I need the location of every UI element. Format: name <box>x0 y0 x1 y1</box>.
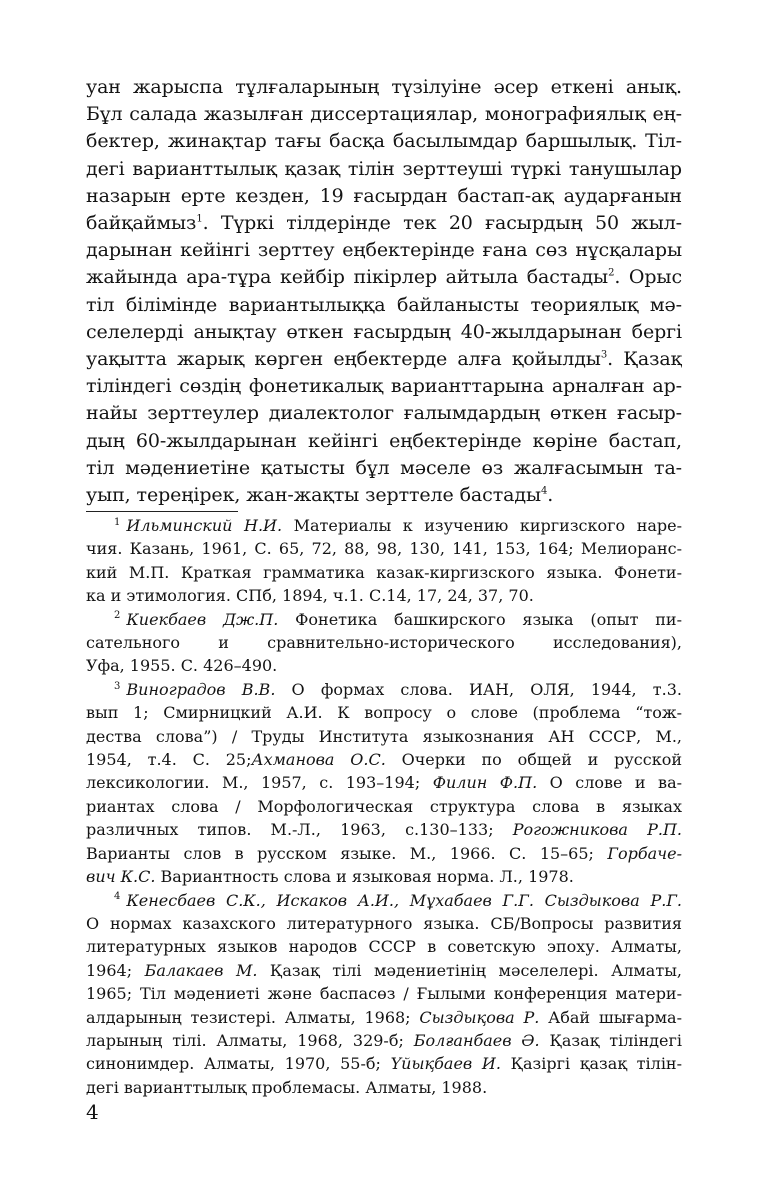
footnotes <box>86 514 682 1099</box>
text-line <box>86 608 682 631</box>
text-line <box>86 210 682 237</box>
text-line: вып 1; Смирницкий А.И. К вопросу о слове (проблема “тож- <box>86 703 682 723</box>
text-line: дегі варианттылық қазақ тілін зерттеуші түркі танушылар <box>86 157 682 180</box>
text-line: риантах слова / Морфологическая структура слова в языках <box>86 796 682 816</box>
footnote-number: 1 <box>114 516 121 528</box>
author-name: Рогожникова Р.П. <box>512 820 682 840</box>
text-fragment: лексикологии. М., 1957, с. 193–194; <box>86 773 433 793</box>
author-name: Виноградов В.В. <box>126 679 276 699</box>
text-line: тіл білімінде вариантылыққа байланысты теориялық мә- <box>86 293 682 316</box>
text-line: тіліндегі сөздің фонетикалық варианттарына арналған ар- <box>86 375 682 398</box>
text-fragment: Варианты слов в русском языке. М., 1966. С. 15–65; <box>86 843 608 863</box>
text-fragment: ларының тілі. Алматы, 1968, 329-б; <box>86 1030 414 1050</box>
text-line: ка и этимология. СПб, 1894, ч.1. С.14, 17, 24, 37, 70. <box>86 586 534 606</box>
text-line <box>86 771 682 794</box>
author-name: Сыздықова Р. <box>419 1007 540 1027</box>
text-fragment: Очерки по общей и русской <box>385 750 682 770</box>
text-line: Бұл салада жазылған диссертациялар, монографиялық ең- <box>86 103 682 126</box>
text-line: Уфа, 1955. С. 426–490. <box>86 656 278 676</box>
text-line: сательного и сравнительно-исторического исследования), <box>86 633 682 653</box>
footnote-4 <box>86 889 682 1100</box>
text-line <box>86 889 682 912</box>
text-fragment: байқаймыз <box>86 212 197 235</box>
text-line: дества слова”) / Труды Института языкознания АН СССР, М., <box>86 726 682 746</box>
text-fragment: О формах слова. ИАН, ОЛЯ, 1944, т.3. <box>275 679 682 699</box>
footnote-2 <box>86 608 682 678</box>
text-fragment: . Қазақ <box>607 348 682 371</box>
text-line <box>86 346 682 373</box>
text-line: дарынан кейінгі зерттеу еңбектерінде ғана сөз нұсқалары <box>86 239 682 262</box>
text-fragment: 1954, т.4. С. 25; <box>86 750 252 770</box>
footnote-number: 3 <box>114 680 121 692</box>
text-fragment: Қазақ тілі мәдениетінің мәселелері. Алматы, <box>257 960 682 980</box>
text-line <box>86 748 682 771</box>
author-name: вич К.С. <box>86 867 156 887</box>
footnote-ref: 2 <box>608 268 615 280</box>
footnote-ref: 3 <box>600 349 608 361</box>
text-line <box>86 842 682 865</box>
text-fragment: различных типов. М.-Л., 1963, с.130–133; <box>86 820 513 840</box>
text-line <box>86 1029 682 1052</box>
footnote-ref: 4 <box>540 485 548 497</box>
author-name: Үйықбаев И. <box>390 1054 501 1074</box>
text-line <box>86 959 682 982</box>
author-name: Филин Ф.П. <box>432 773 538 793</box>
text-fragment: Абай шығарма- <box>539 1007 682 1027</box>
text-line: тіл мәдениетіне қатысты бұл мәселе өз жалғасымын та- <box>86 456 682 479</box>
main-text <box>86 74 682 509</box>
text-line: дегі варианттылық проблемасы. Алматы, 1988. <box>86 1077 488 1097</box>
text-line <box>86 1006 682 1029</box>
text-fragment: жайында ара-тұра кейбір пікірлер айтыла бастады <box>86 266 609 289</box>
text-line <box>86 264 682 291</box>
text-fragment: . Түркі тілдерінде тек 20 ғасырдың 50 жыл- <box>202 212 682 235</box>
text-fragment: Вариантность слова и языковая норма. Л., 1978. <box>155 867 574 887</box>
text-fragment: Қазіргі қазақ тілін- <box>500 1054 682 1074</box>
text-fragment: синонимдер. Алматы, 1970, 55-б; <box>86 1054 391 1074</box>
author-name: Киекбаев Дж.П. <box>126 609 279 629</box>
text-line <box>86 678 682 701</box>
text-fragment: алдарының тезистері. Алматы, 1968; <box>86 1007 420 1027</box>
text-line: селелерді анықтау өткен ғасырдың 40-жылдарынан бергі <box>86 320 682 343</box>
text-fragment: Қазақ тіліндегі <box>539 1030 682 1050</box>
page-number: 4 <box>86 1100 99 1124</box>
text-line: уан жарыспа тұлғаларының түзілуіне әсер еткені анық. <box>86 76 682 98</box>
author-name: Болғанбаев Ә. <box>413 1030 540 1050</box>
text-line: чия. Казань, 1961, С. 65, 72, 88, 98, 130, 141, 153, 164; Мелиоранс- <box>86 539 682 559</box>
text-fragment: Фонетика башкирского языка (опыт пи- <box>278 609 682 629</box>
body-paragraph <box>86 74 682 509</box>
text-line <box>86 482 682 509</box>
text-fragment: уып, тереңірек, жан-жақты зерттеле бастады <box>86 484 541 507</box>
text-fragment: 1964; <box>86 960 145 980</box>
text-line: литературных языков народов СССР в советскую эпоху. Алматы, <box>86 937 682 957</box>
text-line: назарын ерте кезден, 19 ғасырдан бастап-ақ аударғанын <box>86 184 682 207</box>
text-fragment: О слове и ва- <box>537 773 682 793</box>
text-line <box>86 818 682 841</box>
text-fragment: уақытта жарық көрген еңбектерде алға қойылды <box>86 348 601 371</box>
text-line: 1965; Тіл мәдениеті және баспасөз / Ғылыми конференция матери- <box>86 984 682 1004</box>
text-line: дың 60-жылдарынан кейінгі еңбектерінде көріне бастап, <box>86 429 682 452</box>
footnote-number: 2 <box>114 610 121 622</box>
text-line <box>86 865 682 888</box>
text-fragment: . <box>547 484 554 507</box>
footnote-ref: 1 <box>196 213 203 225</box>
text-line: О нормах казахского литературного языка. СБ/Вопросы развития <box>86 913 682 933</box>
author-name: Горбаче- <box>607 843 682 863</box>
footnote-number: 4 <box>114 891 121 903</box>
author-name: Ахманова О.С. <box>251 750 386 770</box>
footnote-3 <box>86 678 682 889</box>
text-line: бектер, жинақтар тағы басқа басылымдар баршылық. Тіл- <box>86 130 682 153</box>
text-line <box>86 1052 682 1075</box>
text-fragment: . Орыс <box>614 266 682 289</box>
text-fragment: Материалы к изучению киргизского наре- <box>282 516 682 535</box>
author-name: Ильминский Н.И. <box>126 516 283 535</box>
author-name: Кенесбаев С.К., Искаков А.И., Мұхабаев Г.Г. Сыздыкова Р.Г. <box>126 890 682 910</box>
text-line: кий М.П. Краткая грамматика казак-киргизского языка. Фонети- <box>86 562 682 582</box>
text-line: найы зерттеулер диалектолог ғалымдардың өткен ғасыр- <box>86 402 682 425</box>
footnote-divider <box>86 511 238 512</box>
author-name: Балакаев М. <box>144 960 258 980</box>
text-line <box>86 514 682 537</box>
footnote-1 <box>86 514 682 608</box>
